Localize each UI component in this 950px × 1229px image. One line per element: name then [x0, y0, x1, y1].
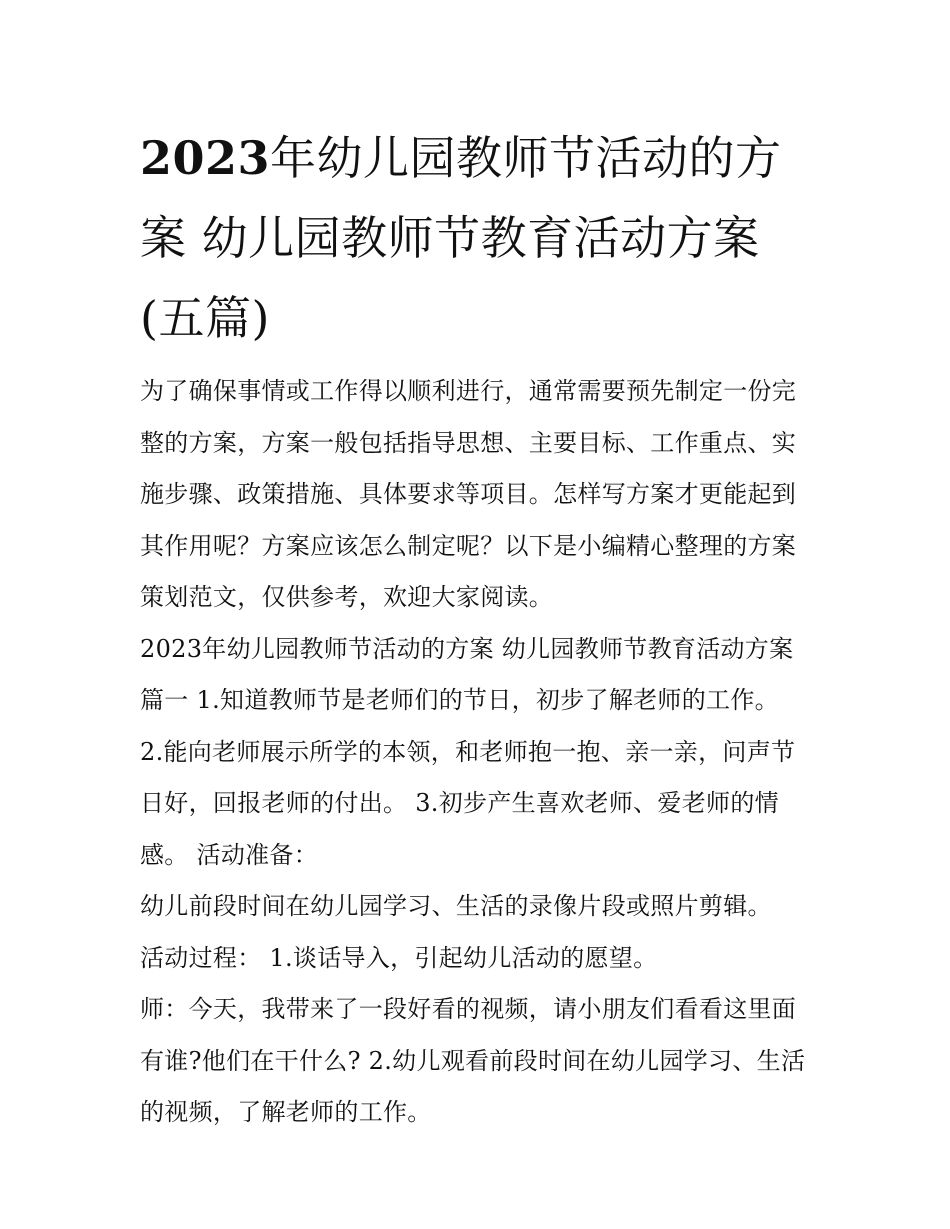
teacher-dialogue-paragraph: 师：今天，我带来了一段好看的视频，请小朋友们看看这里面有谁?他们在干什么? 2.幼儿观看前段时间在幼儿园学习、生活的视频，了解老师的工作。 [140, 995, 806, 1126]
title-year: 2023 [140, 131, 271, 185]
document-body [140, 366, 815, 1139]
document-page [140, 118, 815, 1139]
document-title [140, 118, 815, 358]
preparation-paragraph: 幼儿前段时间在幼儿园学习、生活的录像片段或照片剪辑。 [140, 892, 772, 920]
section-heading-paragraph: 2023年幼儿园教师节活动的方案 幼儿园教师节教育活动方案篇一 1.知道教师节是老师们的节日，初步了解老师的工作。 [140, 634, 794, 714]
process-paragraph: 活动过程： 1.谈话导入，引起幼儿活动的愿望。 [140, 943, 658, 972]
goals-paragraph: 2.能向老师展示所学的本领，和老师抱一抱、亲一亲，问声节日好，回报老师的付出。 3.初步产生喜欢老师、爱老师的情感。 活动准备： [140, 737, 796, 869]
title-text: 年幼儿园教师节活动的方案 幼儿园教师节教育活动方案(五篇) [140, 131, 782, 345]
intro-paragraph: 为了确保事情或工作得以顺利进行，通常需要预先制定一份完整的方案，方案一般包括指导思想、主要目标、工作重点、实施步骤、政策措施、具体要求等项目。怎样写方案才更能起到其作用呢？方案应该怎么制定呢？以下是小编精心整理的方案策划范文，仅供参考，欢迎大家阅读。 [140, 377, 797, 611]
